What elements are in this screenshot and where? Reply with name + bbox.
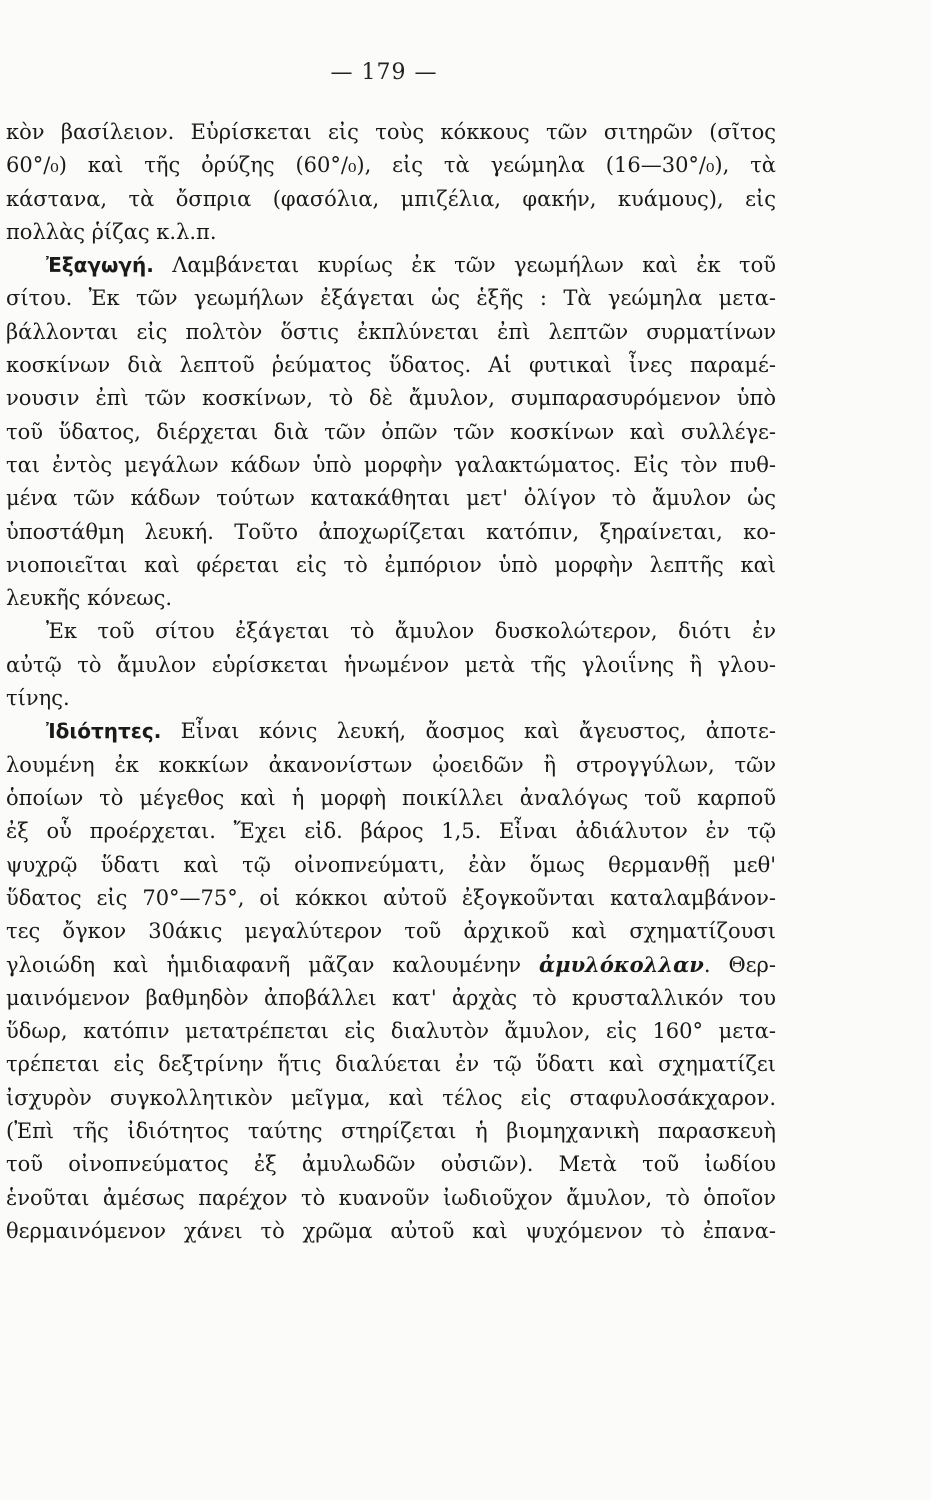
text-line bbox=[6, 1048, 776, 1081]
line-text: Ἐκ τοῦ σίτου ἐξάγεται τὸ ἄμυλον δυσκολώτερον, διότι ἐν bbox=[46, 619, 776, 644]
page-number: — 179 — bbox=[330, 60, 438, 85]
line-text: Εἶναι κόνις λευκή, ἄοσμος καὶ ἄγευστος, ἀποτε- bbox=[161, 719, 776, 744]
line-text: κὸν βασίλειον. Εὑρίσκεται εἰς τοὺς κόκκους τῶν σιτηρῶν (σῖτος bbox=[6, 120, 776, 144]
line-text: θερμαινόμενον χάνει τὸ χρῶμα αὐτοῦ καὶ ψυχόμενον τὸ ἐπανα- bbox=[6, 1218, 776, 1243]
line-text: τοῦ οἰνοπνεύματος ἐξ ἀμυλωδῶν οὐσιῶν). Μετὰ τοῦ ἰωδίου bbox=[6, 1152, 776, 1177]
text-line bbox=[6, 416, 776, 449]
text-line bbox=[6, 183, 776, 216]
line-text: τίνης. bbox=[6, 686, 70, 711]
line-text: λευκῆς κόνεως. bbox=[6, 586, 173, 611]
line-text: ὕδατος εἰς 70°—75°, οἱ κόκκοι αὐτοῦ ἐξογκοῦνται καταλαμβάνον- bbox=[6, 885, 776, 910]
text-line bbox=[6, 149, 776, 182]
text-line bbox=[6, 1148, 776, 1181]
text-line bbox=[6, 948, 776, 981]
text-line bbox=[6, 682, 776, 715]
text-line bbox=[6, 1182, 776, 1215]
line-text: κάστανα, τὰ ὄσπρια (φασόλια, μπιζέλια, φακήν, κυάμους), εἰς bbox=[6, 186, 776, 211]
line-text: λουμένη ἐκ κοκκίων ἀκανονίστων ᾠοειδῶν ἢ στρογγύλων, τῶν bbox=[6, 752, 776, 777]
text-line bbox=[6, 1015, 776, 1048]
line-text: τες ὄγκον 30άκις μεγαλύτερον τοῦ ἀρχικοῦ καὶ σχηματίζουσι bbox=[6, 919, 776, 944]
text-line bbox=[6, 249, 776, 282]
emphasized-term: ἀμυλόκολλαν bbox=[539, 952, 704, 978]
text-line bbox=[6, 982, 776, 1015]
text-line bbox=[6, 915, 776, 948]
line-text: μαινόμενον βαθμηδὸν ἀποβάλλει κατ' ἀρχὰς τὸ κρυσταλλικόν του bbox=[6, 985, 776, 1010]
text-line bbox=[6, 516, 776, 549]
text-line bbox=[6, 382, 776, 415]
line-text: ἐξ οὗ προέρχεται. Ἔχει εἰδ. βάρος 1,5. Εἶναι ἀδιάλυτον ἐν τῷ bbox=[6, 819, 776, 844]
line-text: ὁποίων τὸ μέγεθος καὶ ἡ μορφὴ ποικίλλει ἀναλόγως τοῦ καρποῦ bbox=[6, 785, 776, 810]
text-line bbox=[6, 449, 776, 482]
line-text: ἑνοῦται ἀμέσως παρέχον τὸ κυανοῦν ἰωδιοῦχον ἄμυλον, τὸ ὁποῖον bbox=[6, 1185, 776, 1210]
text-line bbox=[6, 815, 776, 848]
text-line bbox=[6, 116, 776, 149]
section-heading: Ἐξαγωγή. bbox=[46, 253, 154, 278]
line-text: κοσκίνων διὰ λεπτοῦ ῥεύματος ὕδατος. Αἱ φυτικαὶ ἶνες παραμέ- bbox=[6, 353, 776, 378]
text-line bbox=[6, 1082, 776, 1115]
line-text: ται ἐντὸς μεγάλων κάδων ὑπὸ μορφὴν γαλακτώματος. Εἰς τὸν πυθ- bbox=[6, 452, 776, 477]
line-text-tail: . Θερ- bbox=[703, 953, 776, 978]
section-heading: Ἰδιότητες. bbox=[46, 719, 162, 744]
body-text bbox=[6, 116, 776, 1248]
text-line bbox=[6, 1115, 776, 1148]
text-line bbox=[6, 715, 776, 748]
line-text: γλοιώδη καὶ ἡμιδιαφανῆ μᾶζαν καλουμένην bbox=[6, 953, 540, 978]
line-text: αὐτῷ τὸ ἄμυλον εὑρίσκεται ἡνωμένον μετὰ τῆς γλοιΐνης ἢ γλου- bbox=[6, 652, 776, 677]
line-text: νιοποιεῖται καὶ φέρεται εἰς τὸ ἐμπόριον ὑπὸ μορφὴν λεπτῆς καὶ bbox=[6, 552, 776, 577]
line-text: ψυχρῷ ὕδατι καὶ τῷ οἰνοπνεύματι, ἐὰν ὅμως θερμανθῇ μεθ' bbox=[6, 852, 776, 877]
text-line bbox=[6, 482, 776, 515]
text-line bbox=[6, 649, 776, 682]
text-line bbox=[6, 582, 776, 615]
line-text: ὑποστάθμη λευκή. Τοῦτο ἀποχωρίζεται κατόπιν, ξηραίνεται, κο- bbox=[6, 519, 776, 544]
line-text: τοῦ ὕδατος, διέρχεται διὰ τῶν ὀπῶν τῶν κοσκίνων καὶ συλλέγε- bbox=[6, 419, 776, 444]
text-line bbox=[6, 882, 776, 915]
line-text: μένα τῶν κάδων τούτων κατακάθηται μετ' ὀλίγον τὸ ἄμυλον ὡς bbox=[6, 486, 776, 511]
line-text: Λαμβάνεται κυρίως ἐκ τῶν γεωμήλων καὶ ἐκ τοῦ bbox=[153, 253, 776, 278]
line-text: νουσιν ἐπὶ τῶν κοσκίνων, τὸ δὲ ἄμυλον, συμπαρασυρόμενον ὑπὸ bbox=[6, 386, 776, 411]
text-line bbox=[6, 282, 776, 315]
line-text: βάλλονται εἰς πολτὸν ὅστις ἐκπλύνεται ἐπὶ λεπτῶν συρματίνων bbox=[6, 319, 776, 344]
text-line bbox=[6, 216, 776, 249]
text-line bbox=[6, 849, 776, 882]
line-text: 60°/₀) καὶ τῆς ὀρύζης (60°/₀), εἰς τὰ γεώμηλα (16—30°/₀), τὰ bbox=[6, 153, 776, 178]
line-text: ἰσχυρὸν συγκολλητικὸν μεῖγμα, καὶ τέλος εἰς σταφυλοσάκχαρον. bbox=[6, 1085, 776, 1110]
line-text: τρέπεται εἰς δεξτρίνην ἥτις διαλύεται ἐν τῷ ὕδατι καὶ σχηματίζει bbox=[6, 1052, 776, 1077]
text-line bbox=[6, 749, 776, 782]
text-line bbox=[6, 1215, 776, 1248]
line-text: (Ἐπὶ τῆς ἰδιότητος ταύτης στηρίζεται ἡ βιομηχανικὴ παρασκευὴ bbox=[6, 1118, 776, 1143]
text-line bbox=[6, 782, 776, 815]
text-line bbox=[6, 549, 776, 582]
text-line bbox=[6, 349, 776, 382]
line-text: πολλὰς ῥίζας κ.λ.π. bbox=[6, 219, 217, 244]
text-line bbox=[6, 615, 776, 648]
line-text: ὕδωρ, κατόπιν μετατρέπεται εἰς διαλυτὸν ἄμυλον, εἰς 160° μετα- bbox=[6, 1019, 776, 1044]
line-text: σίτου. Ἐκ τῶν γεωμήλων ἐξάγεται ὡς ἑξῆς : Τὰ γεώμηλα μετα- bbox=[6, 286, 776, 311]
text-line bbox=[6, 316, 776, 349]
